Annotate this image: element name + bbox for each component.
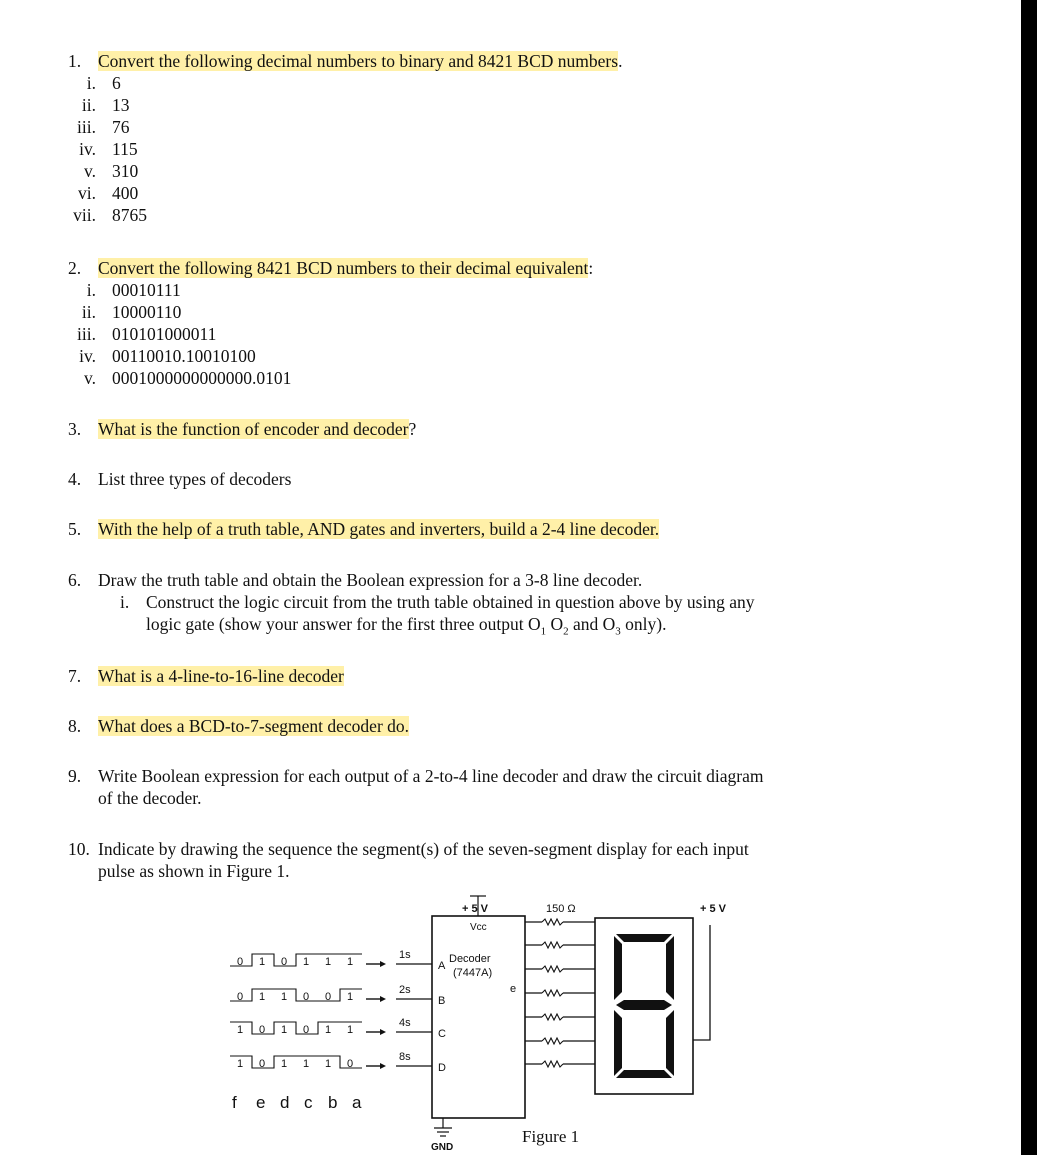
pulse-bit: 1 — [325, 1058, 332, 1070]
pulse-letter: d — [280, 1093, 290, 1112]
question-text: What does a BCD-to-7-segment decoder do. — [98, 716, 410, 736]
pulse-bit: 0 — [281, 956, 288, 968]
pulse-bit: 1 — [347, 956, 354, 968]
pulse-letter: a — [352, 1093, 362, 1112]
segment-d — [616, 1070, 672, 1078]
pulse-bit: 1 — [303, 1058, 310, 1070]
question-text: What is the function of encoder and decoder — [98, 419, 409, 439]
question-text: Draw the truth table and obtain the Boolean expression for a 3-8 line decoder. — [98, 570, 643, 590]
resistor — [542, 990, 563, 996]
pulse-bit: 1 — [303, 956, 310, 968]
question-10-line2: pulse as shown in Figure 1. — [98, 861, 290, 881]
resistor — [542, 1061, 563, 1067]
decoder-pin: A — [438, 960, 446, 972]
pulse-waveform — [230, 1056, 362, 1068]
gnd-label: GND — [431, 1142, 454, 1153]
pulse-bit: 1 — [237, 1058, 244, 1070]
pulse-bit: 1 — [281, 1058, 288, 1070]
decoder-pin: C — [438, 1028, 446, 1040]
resistor — [542, 966, 563, 972]
pulse-bit: 1 — [347, 991, 354, 1003]
pulse-letter: c — [304, 1093, 313, 1112]
resistor — [542, 919, 563, 925]
figure-caption: Figure 1 — [522, 1127, 580, 1146]
segment-c — [666, 1010, 674, 1076]
question-text: Convert the following 8421 BCD numbers to their decimal equivalent — [98, 258, 589, 278]
segment-e — [614, 1010, 622, 1076]
pulse-waveform — [230, 989, 362, 1001]
vplus-left: + 5 V — [462, 903, 488, 915]
pulse-letter: e — [256, 1093, 266, 1112]
resistor-label: 150 Ω — [546, 903, 576, 915]
decoder-box — [432, 916, 525, 1118]
pulse-bit: 0 — [325, 991, 332, 1003]
pulse-bit: 1 — [325, 956, 332, 968]
question-text: Indicate by drawing the sequence the segment(s) of the seven-segment display for each input — [98, 839, 749, 859]
pulse-bit: 0 — [237, 991, 244, 1003]
segment-b — [666, 936, 674, 1000]
resistor — [542, 1038, 563, 1044]
question-9-line2: of the decoder. — [98, 788, 202, 808]
pulse-bit: 0 — [347, 1058, 354, 1070]
pulse-waveform — [230, 1022, 362, 1034]
pulse-bit: 0 — [303, 1024, 310, 1036]
q6-subquestion-line2: logic gate (show your answer for the first three output $O_1$ $O_2$ and $O_3$ only). — [146, 614, 667, 638]
pulse-bit: 0 — [303, 991, 310, 1003]
segment-a — [616, 934, 672, 942]
pulse-letter: b — [328, 1093, 338, 1112]
decoder-pin: D — [438, 1062, 446, 1074]
question-text: List three types of decoders — [98, 469, 292, 489]
pulse-bit: 1 — [281, 991, 288, 1003]
question-text: Convert the following decimal numbers to binary and 8421 BCD numbers — [98, 51, 619, 71]
pulse-waveform — [230, 954, 362, 966]
question-number: 1. — [68, 51, 82, 71]
pulse-bit: 0 — [259, 1058, 266, 1070]
input-weight: 1s — [399, 949, 411, 961]
pulse-bit: 1 — [259, 956, 266, 968]
resistor — [542, 1014, 563, 1020]
question-text: What is a 4-line-to-16-line decoder — [98, 666, 344, 686]
input-weight: 4s — [399, 1017, 411, 1029]
question-text: Write Boolean expression for each output of a 2-to-4 line decoder and draw the circuit diagram — [98, 766, 764, 786]
vplus-right: + 5 V — [700, 903, 726, 915]
input-weight: 2s — [399, 984, 411, 996]
pulse-letter: f — [232, 1093, 237, 1112]
segment-g — [616, 1000, 672, 1010]
segment-e-label: e — [510, 983, 517, 995]
pulse-bit: 0 — [259, 1024, 266, 1036]
pulse-bit: 1 — [237, 1024, 244, 1036]
pulse-bit: 1 — [347, 1024, 354, 1036]
decoder-pin: B — [438, 995, 446, 1007]
vcc-label: Vcc — [470, 922, 487, 933]
segment-f — [614, 936, 622, 1000]
pulse-bit: 1 — [281, 1024, 288, 1036]
decoder-part: (7447A) — [453, 967, 493, 979]
question-text: With the help of a truth table, AND gates and inverters, build a 2-4 line decoder. — [98, 519, 660, 539]
pulse-bit: 0 — [237, 956, 244, 968]
resistor — [542, 942, 563, 948]
input-weight: 8s — [399, 1051, 411, 1063]
pulse-bit: 1 — [259, 991, 266, 1003]
decoder-name: Decoder — [449, 953, 491, 965]
pulse-bit: 1 — [325, 1024, 332, 1036]
